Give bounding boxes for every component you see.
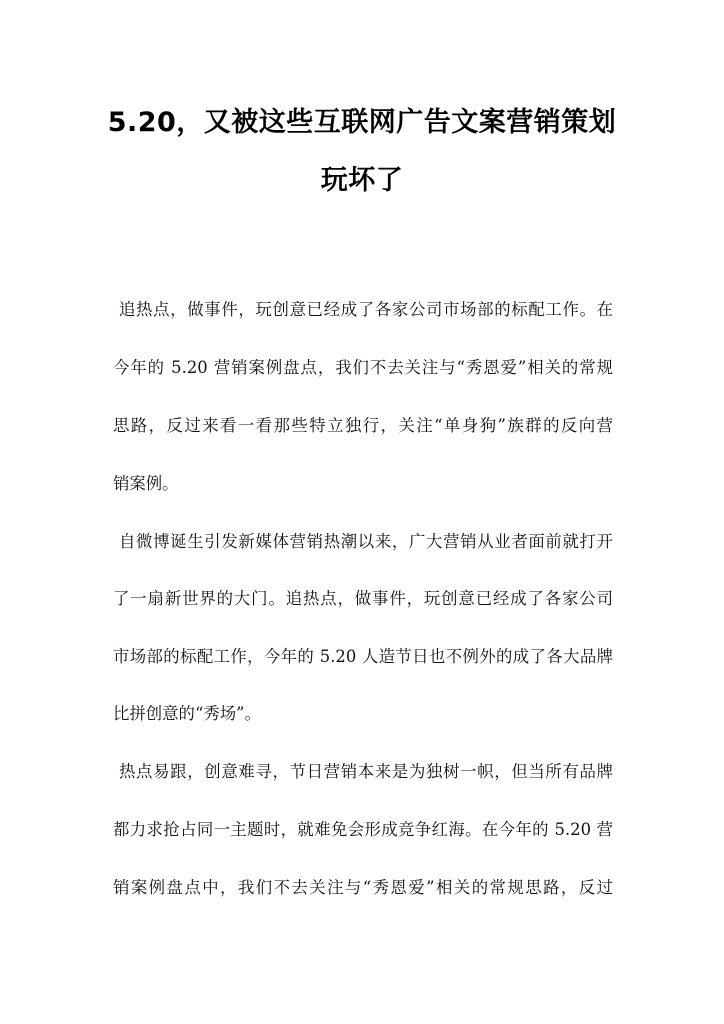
paragraph-2-line-2: 了一扇新世界的大门。追热点，做事件，玩创意已经成了各家公司: [113, 589, 613, 608]
paragraph-3-line-2: 都力求抢占同一主题时，就难免会形成竞争红海。在今年的 5.20 营: [113, 820, 613, 839]
paragraph-3-line-3: 销案例盘点中，我们不去关注与“秀恩爱”相关的常规思路，反过: [113, 878, 613, 897]
document-title-line-2: 玩坏了: [320, 165, 404, 196]
paragraph-1-line-3: 思路，反过来看一看那些特立独行，关注“单身狗”族群的反向营: [113, 416, 613, 435]
document-title-line-1: 5.20，又被这些互联网广告文案营销策划: [107, 107, 617, 138]
paragraph-2-line-4: 比拼创意的“秀场”。: [113, 704, 261, 723]
paragraph-3-line-1: 热点易跟，创意难寻，节日营销本来是为独树一帜，但当所有品牌: [119, 762, 613, 781]
paragraph-1-line-1: 追热点，做事件，玩创意已经成了各家公司市场部的标配工作。在: [119, 300, 613, 319]
paragraph-2-line-1: 自微博诞生引发新媒体营销热潮以来，广大营销从业者面前就打开: [119, 532, 613, 551]
paragraph-1-line-2: 今年的 5.20 营销案例盘点，我们不去关注与“秀恩爱”相关的常规: [113, 358, 613, 377]
paragraph-1-line-4: 销案例。: [113, 474, 179, 493]
paragraph-2-line-3: 市场部的标配工作，今年的 5.20 人造节日也不例外的成了各大品牌: [113, 647, 613, 666]
